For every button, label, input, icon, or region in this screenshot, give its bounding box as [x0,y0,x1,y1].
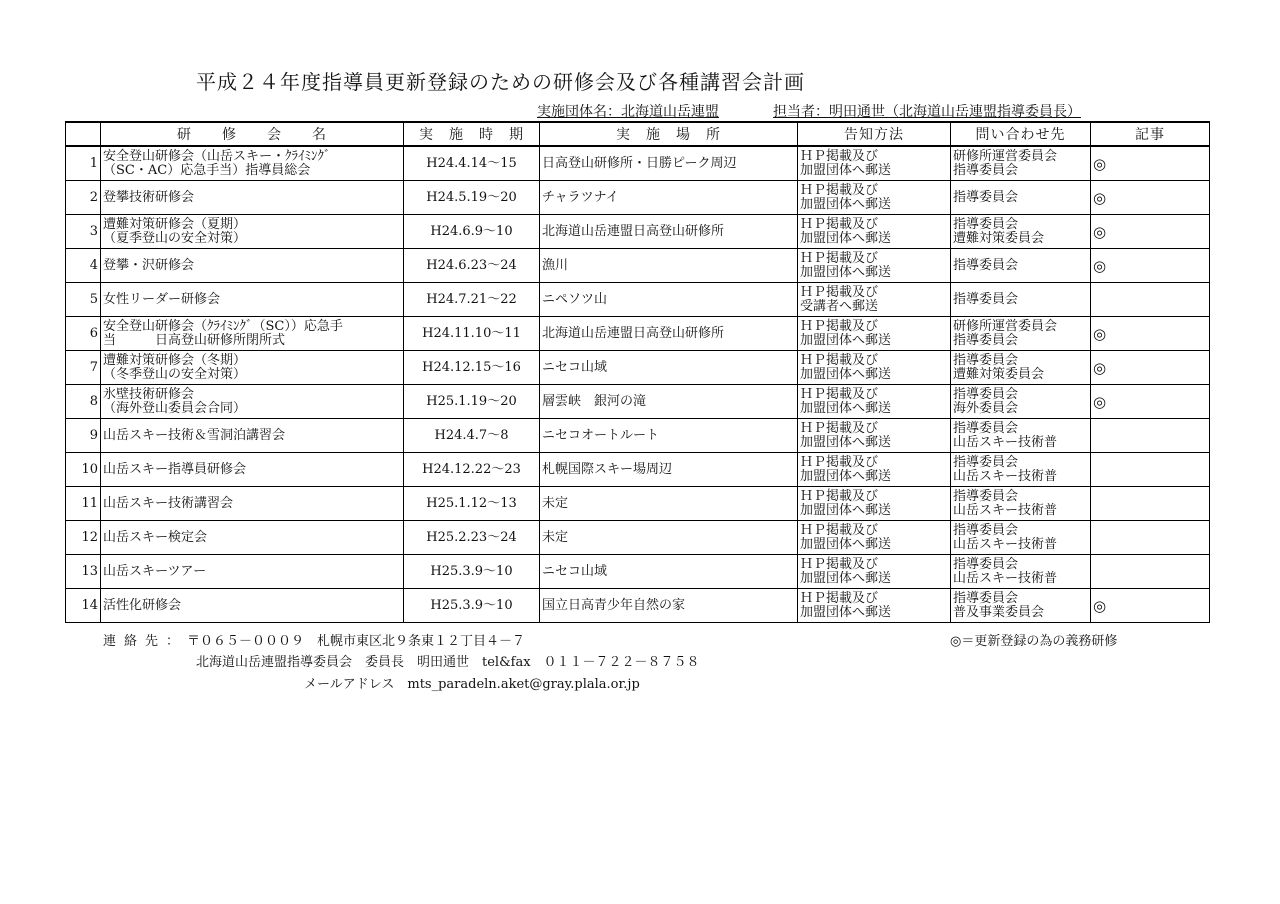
row-training-name-line: 山岳スキー技術講習会 [103,495,234,511]
row-date: H25.3.9～10 [404,589,540,623]
row-training-name-line: 山岳スキーツアー [103,563,207,579]
row-number: 5 [66,283,101,317]
table-header-row [66,122,1210,146]
row-training-name-line: 安全登山研修会（ｸﾗｲﾐﾝｸﾞ（SC））応急手 [103,318,343,334]
row-notice-method-line: 加盟団体へ郵送 [800,400,892,416]
row-notice-method-line: ＨＰ掲載及び [800,590,879,606]
row-number: 2 [66,181,101,215]
row-place: ニペソツ山 [540,283,798,317]
row-notice-method-line: ＨＰ掲載及び [800,556,879,572]
row-number: 8 [66,385,101,419]
header-name: 研 修 会 名 [101,122,404,146]
row-contact [951,555,1091,589]
row-notice-method-line: 加盟団体へ郵送 [800,536,892,552]
table-row [66,215,1210,249]
row-training-name-line: 遭難対策研修会（夏期） [103,216,247,232]
row-place: 層雲峡 銀河の滝 [540,385,798,419]
row-training-name-line: （夏季登山の安全対策） [103,230,247,246]
row-contact-line: 遭難対策委員会 [953,230,1045,246]
row-training-name-line: 山岳スキー技術＆雪洞泊講習会 [103,427,286,443]
row-date: H24.11.10～11 [404,317,540,351]
header-place: 実 施 場 所 [540,122,798,146]
row-training-name [101,521,404,555]
row-notice-method-line: ＨＰ掲載及び [800,386,879,402]
row-training-name-line: （冬季登山の安全対策） [103,366,247,382]
row-date: H25.1.19～20 [404,385,540,419]
row-training-name-line: 山岳スキー検定会 [103,529,208,545]
row-training-name-line: （海外登山委員会合同） [103,400,247,416]
row-contact-line: 研修所運営委員会 [953,318,1058,334]
row-training-name-line: 活性化研修会 [103,597,182,613]
row-notice-method-line: 加盟団体へ郵送 [800,604,892,620]
row-mark: ◎ [1091,385,1210,419]
row-place: 北海道山岳連盟日高登山研修所 [540,317,798,351]
row-place: 漁川 [540,249,798,283]
row-contact-line: 山岳スキー技術普 [953,536,1058,552]
row-number: 10 [66,453,101,487]
row-notice-method-line: 加盟団体へ郵送 [800,264,892,280]
table-row [66,385,1210,419]
organizer-label: 実施団体名：北海道山岳連盟 [537,104,719,120]
row-training-name-line: （SC・AC）応急手当）指導員総会 [103,162,311,178]
training-plan-table [65,121,1210,623]
table-row [66,453,1210,487]
row-training-name-line: 安全登山研修会（山岳スキー・ｸﾗｲﾐﾝｸﾞ [103,148,331,164]
row-contact-line: 指導委員会 [953,386,1019,402]
row-training-name-line: 遭難対策研修会（冬期） [103,352,247,368]
row-place: チャラツナイ [540,181,798,215]
row-place: 札幌国際スキー場周辺 [540,453,798,487]
table-row [66,419,1210,453]
row-notice-method-line: 加盟団体へ郵送 [800,332,892,348]
row-contact-line: 指導委員会 [953,590,1019,606]
row-number: 1 [66,146,101,181]
row-number: 13 [66,555,101,589]
row-mark: ◎ [1091,351,1210,385]
row-place: 国立日高青少年自然の家 [540,589,798,623]
row-date: H24.4.7～8 [404,419,540,453]
row-training-name-line: 氷壁技術研修会 [103,386,195,402]
table-row [66,317,1210,351]
row-mark: ◎ [1091,589,1210,623]
row-notice-method [798,487,951,521]
row-contact [951,249,1091,283]
row-mark: ◎ [1091,215,1210,249]
row-date: H24.12.22～23 [404,453,540,487]
row-contact-line: 指導委員会 [953,291,1019,307]
row-contact [951,317,1091,351]
row-date: H24.4.14～15 [404,146,540,181]
row-notice-method-line: ＨＰ掲載及び [800,182,879,198]
row-notice-method [798,351,951,385]
row-contact [951,487,1091,521]
row-mark [1091,453,1210,487]
table-row [66,283,1210,317]
row-contact [951,351,1091,385]
row-mark [1091,521,1210,555]
table-row [66,555,1210,589]
row-mark: ◎ [1091,317,1210,351]
row-notice-method [798,283,951,317]
row-contact-line: 研修所運営委員会 [953,148,1058,164]
row-mark: ◎ [1091,249,1210,283]
row-notice-method-line: ＨＰ掲載及び [800,284,879,300]
row-contact-line: 山岳スキー技術普 [953,468,1058,484]
row-mark [1091,419,1210,453]
row-date: H24.6.23～24 [404,249,540,283]
table-row [66,589,1210,623]
row-contact [951,453,1091,487]
table-row [66,351,1210,385]
row-notice-method-line: ＨＰ掲載及び [800,522,879,538]
row-date: H24.12.15～16 [404,351,540,385]
row-number: 9 [66,419,101,453]
row-notice-method-line: 加盟団体へ郵送 [800,196,892,212]
row-notice-method-line: 加盟団体へ郵送 [800,162,892,178]
row-date: H25.2.23～24 [404,521,540,555]
row-number: 6 [66,317,101,351]
row-contact-line: 遭難対策委員会 [953,366,1045,382]
table-row [66,521,1210,555]
row-mark [1091,555,1210,589]
row-contact-line: 指導委員会 [953,189,1019,205]
row-training-name [101,249,404,283]
header-note: 記事 [1091,122,1210,146]
row-notice-method [798,453,951,487]
row-notice-method-line: 加盟団体へ郵送 [800,366,892,382]
committee-line: 北海道山岳連盟指導委員会 委員長 明田通世 tel&fax ０１１－７２２－８７５８ [196,655,700,670]
header-date: 実 施 時 期 [404,122,540,146]
row-place: 未定 [540,487,798,521]
row-contact [951,385,1091,419]
row-date: H24.7.21～22 [404,283,540,317]
row-place: 未定 [540,521,798,555]
row-training-name [101,283,404,317]
row-contact [951,283,1091,317]
row-notice-method-line: ＨＰ掲載及び [800,488,879,504]
row-contact-line: 山岳スキー技術普 [953,570,1058,586]
row-place: ニセコオートルート [540,419,798,453]
row-contact [951,215,1091,249]
row-mark: ◎ [1091,181,1210,215]
email-label: メールアドレス [304,677,395,692]
row-mark [1091,487,1210,521]
row-date: H24.6.9～10 [404,215,540,249]
page-title: 平成２４年度指導員更新登録のための研修会及び各種講習会計画 [196,70,805,94]
row-training-name-line: 女性リーダー研修会 [103,291,221,307]
row-place: ニセコ山域 [540,555,798,589]
row-training-name [101,555,404,589]
row-number: 4 [66,249,101,283]
row-notice-method-line: ＨＰ掲載及び [800,318,879,334]
contact-label: 連絡先： [103,634,188,649]
row-training-name [101,589,404,623]
row-notice-method-line: 加盟団体へ郵送 [800,502,892,518]
row-notice-method-line: 加盟団体へ郵送 [800,434,892,450]
row-contact [951,146,1091,181]
row-training-name-line: 当 日高登山研修所閉所式 [103,332,286,348]
row-notice-method-line: 加盟団体へ郵送 [800,230,892,246]
row-contact-line: 海外委員会 [953,400,1019,416]
row-number: 12 [66,521,101,555]
row-notice-method [798,146,951,181]
row-contact-line: 普及事業委員会 [953,604,1045,620]
contact-line [103,630,525,649]
row-contact-line: 指導委員会 [953,332,1019,348]
row-contact-line: 指導委員会 [953,556,1019,572]
row-contact [951,589,1091,623]
row-notice-method-line: ＨＰ掲載及び [800,148,879,164]
row-training-name [101,385,404,419]
row-notice-method-line: 加盟団体へ郵送 [800,468,892,484]
email-address: mts_paradeln.aket@gray.plala.or.jp [407,677,640,692]
row-training-name [101,453,404,487]
table-row [66,181,1210,215]
table-body [66,146,1210,623]
row-training-name [101,215,404,249]
contact-address: 〒０６５－０００９ 札幌市東区北９条東１２丁目４－７ [187,634,526,649]
row-notice-method [798,317,951,351]
person-in-charge-label: 担当者：明田通世（北海道山岳連盟指導委員長） [773,104,1081,120]
row-notice-method-line: ＨＰ掲載及び [800,454,879,470]
row-place: 日高登山研修所・日勝ピーク周辺 [540,146,798,181]
row-date: H25.3.9～10 [404,555,540,589]
row-contact-line: 指導委員会 [953,420,1019,436]
row-contact [951,521,1091,555]
row-training-name [101,181,404,215]
row-training-name [101,146,404,181]
row-mark: ◎ [1091,146,1210,181]
row-date: H25.1.12～13 [404,487,540,521]
row-notice-method [798,215,951,249]
row-place: ニセコ山域 [540,351,798,385]
row-contact-line: 指導委員会 [953,162,1019,178]
table-row [66,146,1210,181]
row-notice-method [798,181,951,215]
row-training-name [101,351,404,385]
row-number: 3 [66,215,101,249]
row-contact [951,419,1091,453]
header-no [66,122,101,146]
row-contact-line: 指導委員会 [953,454,1019,470]
row-notice-method [798,249,951,283]
table-row [66,249,1210,283]
row-training-name-line: 山岳スキー指導員研修会 [103,461,247,477]
row-number: 11 [66,487,101,521]
row-contact-line: 山岳スキー技術普 [953,502,1058,518]
row-notice-method-line: ＨＰ掲載及び [800,420,879,436]
row-notice-method-line: ＨＰ掲載及び [800,216,879,232]
email-line [304,673,640,692]
row-training-name [101,487,404,521]
row-mark [1091,283,1210,317]
row-number: 7 [66,351,101,385]
row-number: 14 [66,589,101,623]
row-contact-line: 山岳スキー技術普 [953,434,1058,450]
row-contact-line: 指導委員会 [953,352,1019,368]
table-row [66,487,1210,521]
row-notice-method [798,385,951,419]
row-training-name-line: 登攀・沢研修会 [103,257,195,273]
row-notice-method [798,555,951,589]
row-notice-method-line: ＨＰ掲載及び [800,352,879,368]
row-date: H24.5.19～20 [404,181,540,215]
row-contact-line: 指導委員会 [953,488,1019,504]
row-contact [951,181,1091,215]
row-contact-line: 指導委員会 [953,522,1019,538]
header-contact: 問い合わせ先 [951,122,1091,146]
header-notice: 告知方法 [798,122,951,146]
row-notice-method [798,419,951,453]
row-contact-line: 指導委員会 [953,216,1019,232]
legend-note: ◎＝更新登録の為の義務研修 [950,634,1118,649]
row-notice-method [798,521,951,555]
row-training-name [101,419,404,453]
row-training-name [101,317,404,351]
row-notice-method [798,589,951,623]
row-training-name-line: 登攀技術研修会 [103,189,195,205]
row-contact-line: 指導委員会 [953,257,1019,273]
row-notice-method-line: 受講者へ郵送 [800,298,879,314]
row-notice-method-line: 加盟団体へ郵送 [800,570,892,586]
row-notice-method-line: ＨＰ掲載及び [800,250,879,266]
row-place: 北海道山岳連盟日高登山研修所 [540,215,798,249]
